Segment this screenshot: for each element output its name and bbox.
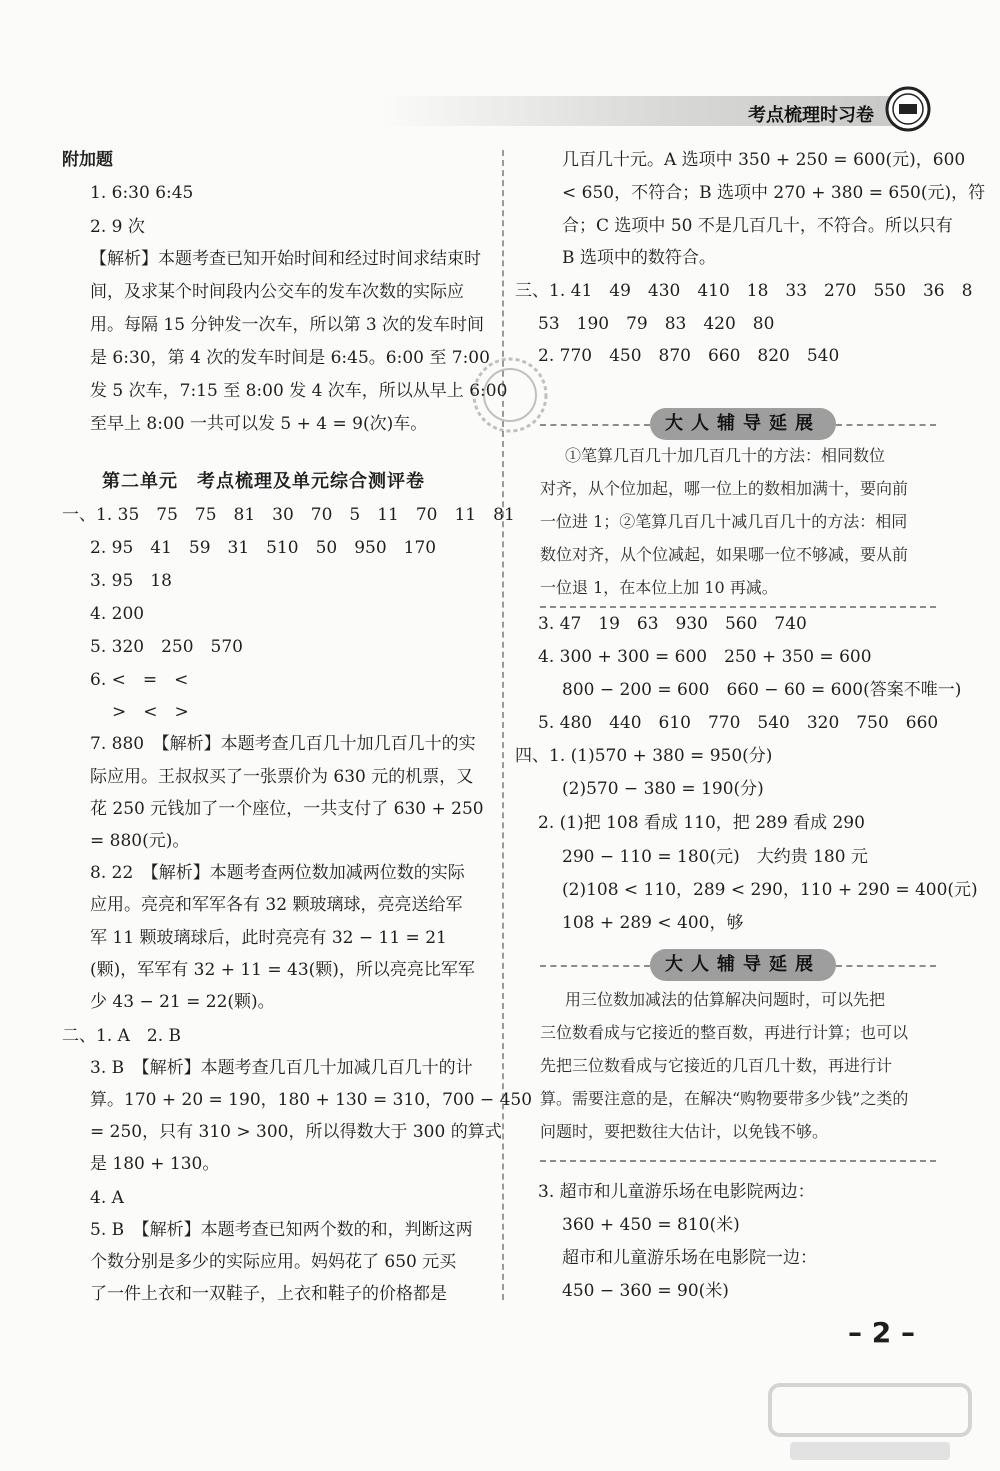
text-line: < 650，不符合；B 选项中 270 + 380 = 650(元)，符 [562,183,986,203]
text-line: 3. B 【解析】本题考查几百几十加减几百几十的计 [90,1058,473,1078]
text-line: 至早上 8:00 一共可以发 5 + 4 = 9(次)车。 [90,414,428,434]
text-line: 7. 880 【解析】本题考查几百几十加几百几十的实 [90,734,476,754]
text-line: 1. 6:30 6:45 [90,183,194,203]
note-line: 对齐，从个位加起，哪一位上的数相加满十，要向前 [540,479,909,498]
note-line: 数位对齐，从个位减起，如果哪一位不够减，要从前 [540,545,909,564]
text-line: 用。每隔 15 分钟发一次车，所以第 3 次的发车时间 [90,315,485,335]
text-line: 合；C 选项中 50 不是几百几十，不符合。所以只有 [562,216,953,236]
text-line: 360 + 450 = 810(米) [562,1215,740,1235]
text-line: 个数分别是多少的实际应用。妈妈花了 650 元买 [90,1252,457,1272]
parent-guidance-banner: 大人辅导延展 [650,949,836,981]
text-line: 几百几十元。A 选项中 350 + 250 = 600(元)，600 [562,150,966,170]
text-line: > < > [112,702,189,722]
divider [540,606,936,608]
text-line: 间，及求某个时间段内公交车的发车次数的实际应 [90,282,464,302]
divider [540,965,650,967]
note-line: 三位数看成与它接近的整百数，再进行计算；也可以 [540,1023,909,1042]
text-line: 4. A [90,1188,124,1208]
text-line: 6. < = < [90,670,189,690]
text-line: 是 180 + 130。 [90,1154,220,1174]
unit-title: 第二单元 考点梳理及单元综合测评卷 [102,471,425,492]
text-line: 发 5 次车，7:15 至 8:00 发 4 次车，所以从早上 6:00 [90,381,508,401]
page-number: – 2 – [848,1316,915,1349]
text-line: 一、1. 35 75 75 81 30 70 5 11 70 11 81 [62,505,515,525]
text-line: 800 − 200 = 600 660 − 60 = 600(答案不唯一) [562,680,962,700]
text-line: 4. 300 + 300 = 600 250 + 350 = 600 [538,647,872,667]
divider [540,1160,936,1162]
text-line: 应用。亮亮和军军各有 32 颗玻璃球，亮亮送给军 [90,895,463,915]
note-line: 先把三位数看成与它接近的几百几十数，再进行计 [540,1056,893,1075]
text-line: 5. B 【解析】本题考查已知两个数的和，判断这两 [90,1220,473,1240]
divider [540,424,650,426]
text-line: 际应用。王叔叔买了一张票价为 630 元的机票，又 [90,767,474,787]
text-line: 三、1. 41 49 430 410 18 33 270 550 36 8 [515,281,973,301]
text-line: 3. 超市和儿童游乐场在电影院两边： [538,1182,815,1202]
text-line: 超市和儿童游乐场在电影院一边： [562,1248,817,1268]
note-line: 算。需要注意的是，在解决“购物要带多少钱”之类的 [540,1089,909,1108]
text-line: B 选项中的数符合。 [562,248,716,268]
note-line: 用三位数加减法的估算解决问题时，可以先把 [565,990,886,1009]
text-line: 8. 22 【解析】本题考查两位数加减两位数的实际 [90,863,465,883]
note-line: 问题时，要把数往大估计，以免钱不够。 [540,1122,829,1141]
text-line: 了一件上衣和一双鞋子，上衣和鞋子的价格都是 [90,1284,447,1304]
text-line: (2)570 − 380 = 190(分) [562,779,764,799]
note-line: ①笔算几百几十加几百几十的方法：相同数位 [565,446,886,465]
text-line: = 250，只有 310 > 300，所以得数大于 300 的算式 [90,1122,502,1142]
text-line: 5. 320 250 570 [90,637,243,657]
text-line: 2. 770 450 870 660 820 540 [538,346,840,366]
text-line: 3. 47 19 63 930 560 740 [538,614,807,634]
text-line: 290 − 110 = 180(元) 大约贵 180 元 [562,847,868,867]
text-line: 少 43 − 21 = 22(颗)。 [90,992,275,1012]
bonus-heading: 附加题 [62,150,113,170]
parent-guidance-banner: 大人辅导延展 [650,408,836,440]
text-line: (2)108 < 110，289 < 290，110 + 290 = 400(元) [562,880,978,900]
text-line: 是 6:30，第 4 次的发车时间是 6:45。6:00 至 7:00 [90,348,490,368]
column-divider [502,150,504,1300]
text-line: (颗)，军军有 32 + 11 = 43(颗)，所以亮亮比军军 [90,960,475,980]
divider [836,965,936,967]
text-line: 四、1. (1)570 + 380 = 950(分) [515,746,773,766]
watermark-logo-icon [760,1380,980,1465]
publisher-logo-icon [885,86,931,132]
stamp-icon [470,355,550,435]
text-line: 108 + 289 < 400，够 [562,913,744,933]
text-line: = 880(元)。 [90,831,190,851]
note-line: 一位退 1，在本位上加 10 再减。 [540,578,778,597]
text-line: 算。170 + 20 = 190，180 + 130 = 310，700 − 450 [90,1090,533,1110]
header-title: 考点梳理时习卷 [748,105,874,126]
text-line: 军 11 颗玻璃球后，此时亮亮有 32 − 11 = 21 [90,928,447,948]
note-line: 一位进 1；②笔算几百几十减几百几十的方法：相同 [540,512,908,531]
text-line: 450 − 360 = 90(米) [562,1281,729,1301]
text-line: 5. 480 440 610 770 540 320 750 660 [538,713,939,733]
divider [836,424,936,426]
text-line: 二、1. A 2. B [62,1026,182,1046]
text-line: 花 250 元钱加了一个座位，一共支付了 630 + 250 [90,799,484,819]
text-line: 4. 200 [90,604,145,624]
text-line: 【解析】本题考查已知开始时间和经过时间求结束时 [90,249,481,269]
text-line: 2. 95 41 59 31 510 50 950 170 [90,538,437,558]
text-line: 2. (1)把 108 看成 110，把 289 看成 290 [538,813,865,833]
text-line: 3. 95 18 [90,571,172,591]
text-line: 53 190 79 83 420 80 [538,314,775,334]
text-line: 2. 9 次 [90,217,145,237]
